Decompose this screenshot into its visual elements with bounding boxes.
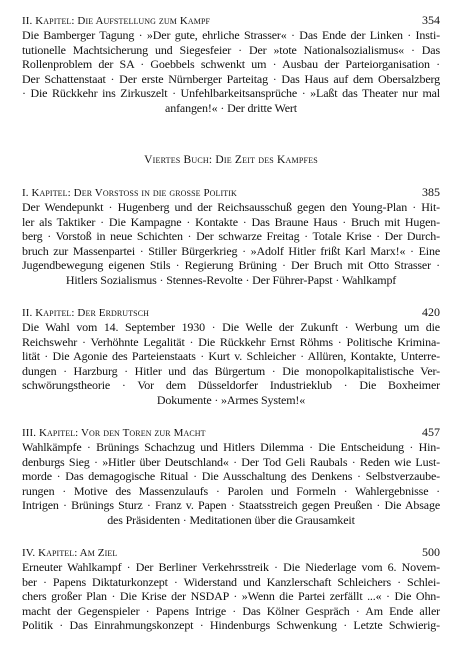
toc-entry-chapter-3-vor-den-toren [22,426,440,528]
toc-entry-chapter-4-am-ziel [22,546,440,633]
chapter-title: II. Kapitel: Die Aufstellung zum Kampf [22,15,211,27]
chapter-page-number: 354 [422,13,440,27]
chapter-summary-line: Jugendbewegung eigenen Stils · Regierung Brüning · Der Bruch mit Otto Strasser · [22,258,440,273]
chapter-summary-line: Die Bamberger Tagung · »Der gute, ehrliche Strasser« · Das Ende der Linken · Insti- [22,28,440,42]
chapter-summary-line: Intrigen · Brünings Sturz · Franz v. Papen · Staatsstreich gegen Preußen · Die Absage [22,498,440,513]
chapter-summary-line: chers großer Plan · Die Krise der NSDAP · »Wenn die Partei zerfällt ...« · Die Ohn- [22,589,440,604]
chapter-summary-line: lität · Die Agonie des Parteienstaats · Kurt v. Schleicher · Allüren, Kontakte, Unterre- [22,349,440,364]
chapter-summary-line: Erneuter Wahlkampf · Der Berliner Verkehrsstreik · Die Niederlage vom 6. Novem- [22,560,440,574]
chapter-heading [22,306,440,320]
chapter-summary-line: ber · Papens Diktaturkonzept · Widerstand und Kanzlerschaft Schleichers · Schlei- [22,574,440,589]
chapter-summary-line: tutionelle Machtsicherung und Siegesfeier · Der »tote Nationalsozialismus« · Das [22,42,440,57]
chapter-heading [22,14,440,28]
chapter-page-number: 420 [422,305,440,319]
chapter-summary-line: berg · Vorstoß in neue Schichten · Der schwarze Freitag · Totale Krise · Der Durch- [22,229,440,244]
chapter-summary-line: Der Schattenstaat · Der erste Nürnberger Parteitag · Das Haus auf dem Obersalzberg [22,71,440,86]
book-title: Viertes Buch: Die Zeit des Kampfes [144,154,318,166]
toc-entry-chapter-2-aufstellung [22,14,440,116]
chapter-summary-line: Der Wendepunkt · Hugenberg und der Reichsausschuß gegen den Young-Plan · Hit- [22,200,440,214]
chapter-summary-line: ler als Taktiker · Die Kampagne · Kontakte · Das Braune Haus · Bruch mit Hugen- [22,214,440,229]
chapter-page-number: 457 [422,425,440,439]
chapter-summary-line: rungen · Motive des Massenzulaufs · Parolen und Formeln · Wahlergebnisse · [22,483,440,498]
chapter-summary-line: Reichswehr · Verhöhnte Legalität · Die Rückkehr Ernst Röhms · Politische Krimina- [22,334,440,349]
chapter-summary-line: Hitlers Sozialismus · Stennes-Revolte · Der Führer-Papst · Wahlkampf [65,272,397,287]
chapter-summary-line: Rollenproblem der SA · Goebbels schwenkt um · Ausbau der Parteiorganisation · [22,57,440,72]
chapter-heading [22,426,440,440]
chapter-title: III. Kapitel: Vor den Toren zur Macht [22,427,206,439]
chapter-summary-line: bruch zur Massenpartei · Stiller Bürgerkrieg · »Adolf Hitler frißt Karl Marx!« · Eine [22,243,440,258]
chapter-title: IV. Kapitel: Am Ziel [22,547,118,559]
chapter-summary-line: schwörungstheorie · Vor dem Düsseldorfer Industrieklub · Die Boxheimer [22,378,440,393]
chapter-summary-line: anfangen!« · Der dritte Wert [165,100,297,115]
chapter-summary-line: dungen · Harzburg · Hitler und das Bürgertum · Die monopolkapitalistische Ver- [22,363,440,378]
chapter-page-number: 385 [422,185,440,199]
chapter-heading [22,186,440,200]
toc-entry-chapter-2-erdrutsch [22,306,440,408]
toc-entry-chapter-1-vorstoss [22,186,440,288]
chapter-summary-line: Politik · Das Einrahmungskonzept · Hindenburgs Schwenkung · Letzte Schwierig- [22,618,440,633]
chapter-summary-line: Die Wahl vom 14. September 1930 · Die Welle der Zukunft · Werbung um die [22,320,440,334]
chapter-summary-line: Wahlkämpfe · Brünings Schachzug und Hitlers Dilemma · Die Entscheidung · Hin- [22,440,440,454]
chapter-summary-line: denburgs Sieg · »Hitler über Deutschland« · Der Tod Geli Raubals · Reden wie Lust- [22,454,440,469]
chapter-summary-line: Dokumente · »Armes System!« [156,392,306,407]
chapter-summary-line: des Präsidenten · Meditationen über die Grausamkeit [107,512,355,527]
chapter-summary-line: · Die Rückkehr ins Zirkuszelt · Unfehlbarkeitsansprüche · »Laßt das Theater nur mal [22,86,440,101]
chapter-summary-line: macht der Gegenspieler · Papens Intrige · Das Kölner Gespräch · Am Ende aller [22,603,440,618]
chapter-heading [22,546,440,560]
chapter-page-number: 500 [422,545,440,559]
chapter-title: II. Kapitel: Der Erdrutsch [22,307,150,319]
chapter-title: I. Kapitel: Der Vorstoss in die grosse Politik [22,187,237,199]
chapter-summary-line: morde · Das demagogische Ritual · Die Ausschaltung des Denkens · Selbstverzaube- [22,469,440,484]
